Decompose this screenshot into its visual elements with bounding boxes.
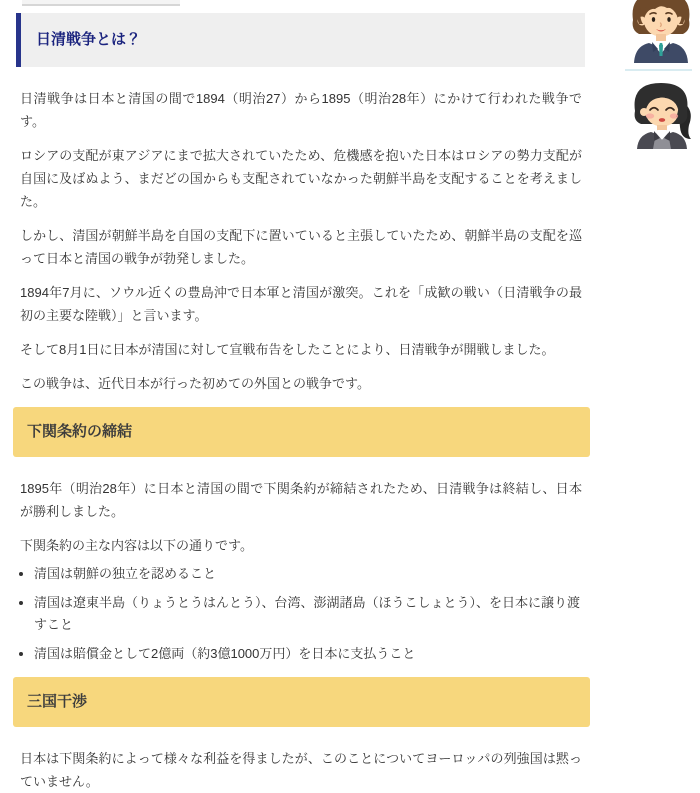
paragraph: この戦争は、近代日本が行った初めての外国との戦争です。 (20, 376, 370, 391)
avatar-divider (625, 69, 692, 71)
treaty-term-item: • 清国は賠償金として2億両（約3億1000万円）を日本に支払うこと (34, 643, 582, 665)
treaty-term-item: • 清国は遼東半島（りょうとうはんとう）、台湾、澎湖諸島（ほうこしょとう）、を日本に譲り渡すこと (34, 592, 582, 636)
businesswoman-avatar-icon (625, 79, 697, 149)
treaty-term-item: • 清国は朝鮮の独立を認めること (34, 563, 582, 585)
section-heading-shimonoseki-treaty: 下関条約の締結 (13, 407, 590, 457)
section-heading-sangoku-kanshou: 三国干渉 (13, 677, 590, 727)
paragraph: ロシアの支配が東アジアにまで拡大されていたため、危機感を抱いた日本はロシアの勢力支配が自国に及ばぬよう、まだどの国からも支配されていなかった朝鮮半島を支配することを考えました。 (20, 148, 582, 209)
section-heading-nisshin-sensou: 日清戦争とは？ (16, 13, 585, 67)
top-partial-box (22, 0, 180, 6)
paragraph: 下関条約の主な内容は以下の通りです。 (20, 538, 253, 553)
treaty-terms-list (20, 563, 582, 665)
avatar-column (625, 0, 700, 149)
paragraph: 日本は下関条約によって様々な利益を得ましたが、このことについてヨーロッパの列強国は黙っていません。 (20, 751, 582, 789)
paragraph: 日清戦争は日本と清国の間で1894（明治27）から1895（明治28年）にかけて行われた戦争です。 (20, 91, 582, 129)
paragraph: そして8月1日に日本が清国に対して宣戦布告をしたことにより、日清戦争が開戦しました。 (20, 342, 555, 357)
paragraph: しかし、清国が朝鮮半島を自国の支配下に置いていると主張していたため、朝鮮半島の支配を巡って日本と清国の戦争が勃発しました。 (20, 228, 582, 266)
paragraph: 1895年（明治28年）に日本と清国の間で下関条約が締結されたため、日清戦争は終結し、日本が勝利しました。 (20, 481, 582, 519)
businessman-avatar-icon (625, 0, 697, 63)
paragraph: 1894年7月に、ソウル近くの豊島沖で日本軍と清国が激突。これを「成歓の戦い（日清戦争の最初の主要な陸戦）」と言います。 (20, 285, 582, 323)
